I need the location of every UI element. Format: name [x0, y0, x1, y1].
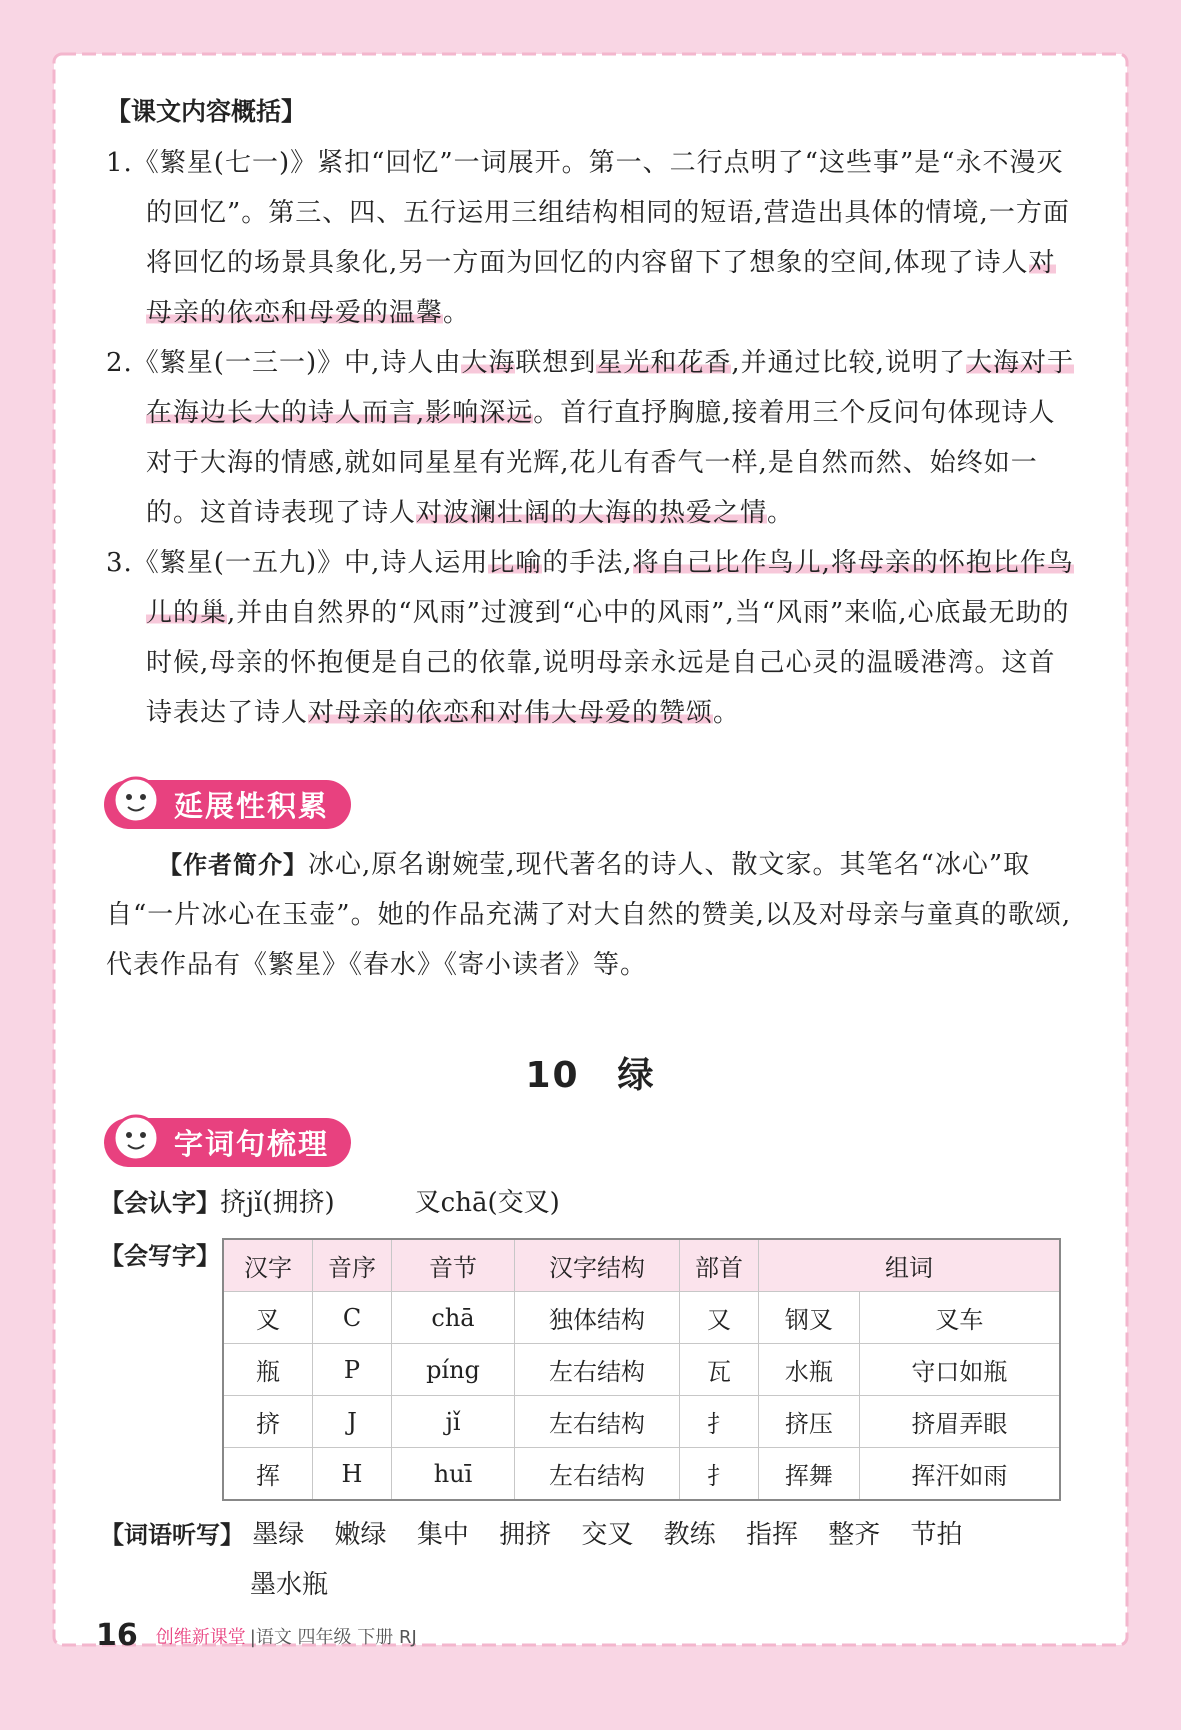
table-cell: 左右结构	[515, 1448, 680, 1501]
lesson-banner	[104, 1116, 351, 1168]
table-cell: chā	[392, 1292, 515, 1344]
dictation-word: 整齐	[828, 1520, 881, 1550]
table-cell: 挥	[223, 1448, 313, 1501]
recognize-label: 【会认字】	[100, 1189, 220, 1217]
dictation-word: 交叉	[581, 1520, 634, 1550]
summary-heading: 【课文内容概括】	[106, 97, 307, 126]
table-row	[223, 1396, 1060, 1448]
dictation-word: 嫩绿	[334, 1520, 387, 1550]
table-cell: 挤	[223, 1396, 313, 1448]
table-cell: 挥舞	[759, 1448, 860, 1501]
table-cell: 左右结构	[515, 1344, 680, 1396]
lesson-title: 10 绿	[525, 1055, 656, 1096]
dictation-word: 指挥	[745, 1520, 798, 1550]
write-label: 【会写字】	[100, 1242, 220, 1270]
table-cell: 挤压	[759, 1396, 860, 1448]
table-header: 组词	[759, 1239, 1061, 1292]
page-content	[106, 92, 1076, 738]
table-cell: 钢叉	[759, 1292, 860, 1344]
dictation-word: 教练	[663, 1520, 716, 1550]
recognize-char-1: 挤jǐ(拥挤)	[220, 1188, 335, 1218]
dictation-word: 集中	[416, 1520, 469, 1550]
page-number: 16	[96, 1618, 138, 1653]
summary-item-2: 2.《繁星(一三一)》中,诗人由大海联想到星光和花香,并通过比较,说明了大海对于在海边长大的诗人而言,影响深远。首行直抒胸臆,接着用三个反问句体现诗人对于大海的情感,就如同星星有光辉,花儿有香气一样,是自然而然、始终如一的。这首诗表现了诗人对波澜壮阔的大海的热爱之情。	[106, 348, 1074, 528]
dictation-word: 节拍	[910, 1520, 963, 1550]
table-cell: jǐ	[392, 1396, 515, 1448]
table-cell: 瓶	[223, 1344, 313, 1396]
table-cell: 瓦	[680, 1344, 759, 1396]
mascot-icon	[104, 770, 168, 834]
table-cell: píng	[392, 1344, 515, 1396]
table-cell: 水瓶	[759, 1344, 860, 1396]
table-cell: 扌	[680, 1396, 759, 1448]
table-cell: 又	[680, 1292, 759, 1344]
dictation-row	[100, 1510, 1060, 1610]
dictation-word: 拥挤	[499, 1520, 552, 1550]
author-intro-label: 【作者简介】	[158, 851, 308, 879]
table-header: 音序	[313, 1239, 392, 1292]
book-meta: |语文 四年级 下册 RJ	[249, 1626, 417, 1648]
table-cell: 独体结构	[515, 1292, 680, 1344]
lesson-banner-label: 字词句梳理	[104, 1118, 351, 1167]
table-cell: H	[313, 1448, 392, 1501]
table-cell: J	[313, 1396, 392, 1448]
table-header-row	[223, 1239, 1060, 1292]
table-cell: 叉车	[859, 1292, 1060, 1344]
table-row	[223, 1448, 1060, 1501]
summary-item-3: 3.《繁星(一五九)》中,诗人运用比喻的手法,将自己比作鸟儿,将母亲的怀抱比作鸟儿的巢,并由自然界的“风雨”过渡到“心中的风雨”,当“风雨”来临,心底最无助的时候,母亲的怀抱便是自己的依靠,说明母亲永远是自己心灵的温暖港湾。这首诗表达了诗人对母亲的依恋和对伟大母爱的赞颂。	[106, 548, 1074, 728]
table-cell: 挥汗如雨	[859, 1448, 1060, 1501]
extension-banner-label: 延展性积累	[104, 780, 351, 829]
table-cell: 叉	[223, 1292, 313, 1344]
dictation-word: 墨绿	[252, 1520, 305, 1550]
table-cell: 挤眉弄眼	[859, 1396, 1060, 1448]
recognize-row	[100, 1182, 560, 1219]
table-header: 汉字	[223, 1239, 313, 1292]
table-cell: P	[313, 1344, 392, 1396]
dictation-label: 【词语听写】	[100, 1521, 244, 1549]
table-cell: 扌	[680, 1448, 759, 1501]
table-header: 音节	[392, 1239, 515, 1292]
extension-banner	[104, 778, 351, 830]
brand-name: 创维新课堂	[155, 1626, 246, 1648]
table-cell: 守口如瓶	[859, 1344, 1060, 1396]
table-row	[223, 1292, 1060, 1344]
table-header: 汉字结构	[515, 1239, 680, 1292]
author-intro: 【作者简介】冰心,原名谢婉莹,现代著名的诗人、散文家。其笔名“冰心”取自“一片冰心在玉壶”。她的作品充满了对大自然的赞美,以及对母亲与童真的歌颂,代表作品有《繁星》《春水》《寄小读者》等。	[106, 850, 1072, 980]
mascot-icon	[104, 1108, 168, 1172]
table-cell: huī	[392, 1448, 515, 1501]
table-cell: C	[313, 1292, 392, 1344]
summary-item-1: 1.《繁星(七一)》紧扣“回忆”一词展开。第一、二行点明了“这些事”是“永不漫灭的回忆”。第三、四、五行运用三组结构相同的短语,营造出具体的情境,一方面将回忆的场景具象化,另一方面为回忆的内容留下了想象的空间,体现了诗人对母亲的依恋和母爱的温馨。	[106, 148, 1070, 328]
dictation-word: 墨水瓶	[250, 1570, 329, 1600]
page-footer	[96, 1618, 417, 1653]
table-cell: 左右结构	[515, 1396, 680, 1448]
recognize-char-2: 叉chā(交叉)	[414, 1188, 560, 1218]
table-row	[223, 1344, 1060, 1396]
table-header: 部首	[680, 1239, 759, 1292]
characters-table	[222, 1238, 1061, 1501]
